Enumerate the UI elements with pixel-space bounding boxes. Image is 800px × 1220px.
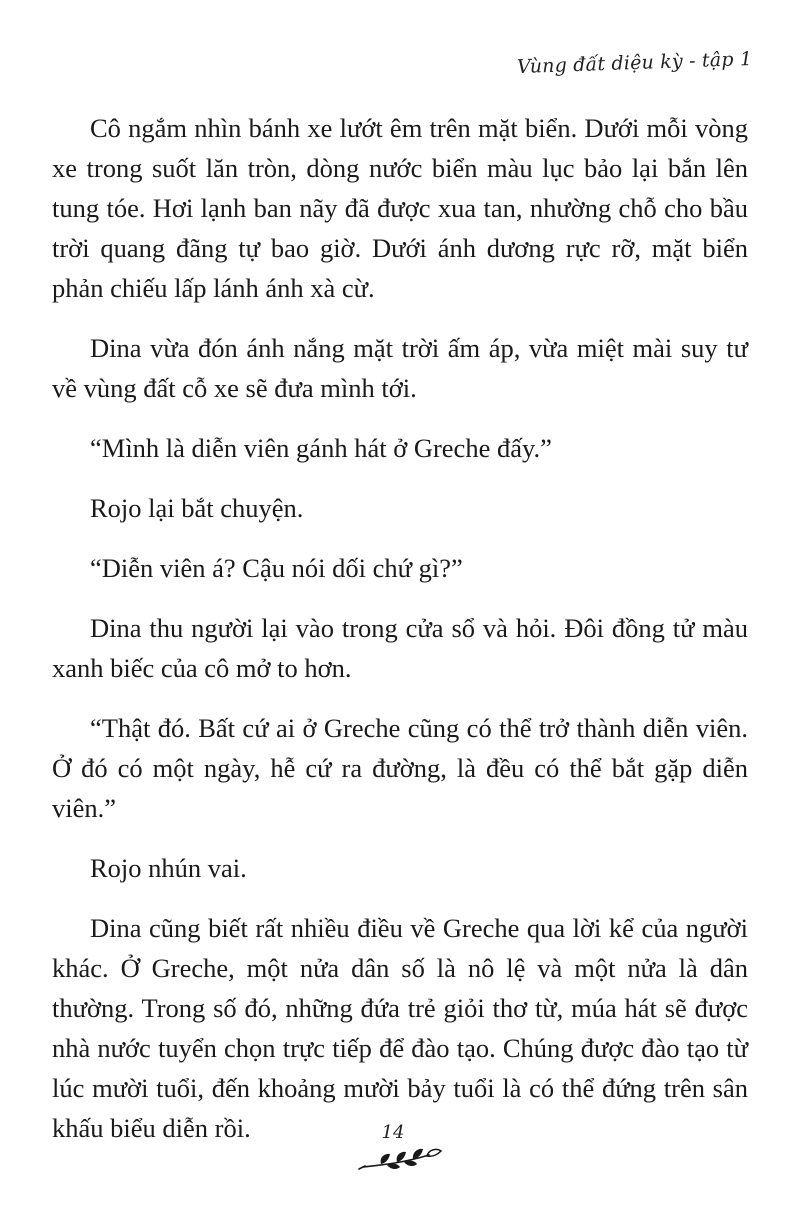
- paragraph: Dina thu người lại vào trong cửa sổ và hỏi. Đôi đồng tử màu xanh biếc của cô mở to hơn.: [52, 613, 748, 683]
- paragraph: “Diễn viên á? Cậu nói dối chứ gì?”: [90, 553, 463, 583]
- page-number: 14: [381, 1122, 405, 1143]
- paragraph: “Thật đó. Bất cứ ai ở Greche cũng có thể trở thành diễn viên. Ở đó có một ngày, hễ cứ ra đường, là đều có thể bắt gặp diễn viên.”: [52, 713, 748, 823]
- paragraph: Rojo lại bắt chuyện.: [90, 493, 304, 523]
- page-body: [52, 108, 748, 1168]
- page-footer: [0, 1122, 800, 1173]
- paragraph: Dina cũng biết rất nhiều điều về Greche qua lời kể của người khác. Ở Greche, một nửa dân số là nô lệ và một nửa là dân thường. Trong số đó, những đứa trẻ giỏi thơ từ, múa hát sẽ được nhà nước tuyển chọn trực tiếp để đào tạo. Chúng được đào tạo từ lúc mười tuổi, đến khoảng mười bảy tuổi là có thể đứng trên sân khấu biểu diễn rồi.: [52, 913, 748, 1143]
- paragraph: Dina vừa đón ánh nắng mặt trời ấm áp, vừa miệt mài suy tư về vùng đất cỗ xe sẽ đưa mình tới.: [52, 333, 748, 403]
- paragraph: “Mình là diễn viên gánh hát ở Greche đấy.”: [90, 433, 552, 463]
- running-header: Vùng đất diệu kỳ - tập 1: [516, 47, 753, 79]
- paragraph: Rojo nhún vai.: [90, 853, 247, 883]
- paragraph: Cô ngắm nhìn bánh xe lướt êm trên mặt biển. Dưới mỗi vòng xe trong suốt lăn tròn, dòng nước biển màu lục bảo lại bắn lên tung tóe. Hơi lạnh ban nãy đã được xua tan, nhường chỗ cho bầu trời quang đãng tự bao giờ. Dưới ánh dương rực rỡ, mặt biển phản chiếu lấp lánh ánh xà cừ.: [52, 113, 748, 303]
- leaf-sprig-icon: [357, 1145, 443, 1173]
